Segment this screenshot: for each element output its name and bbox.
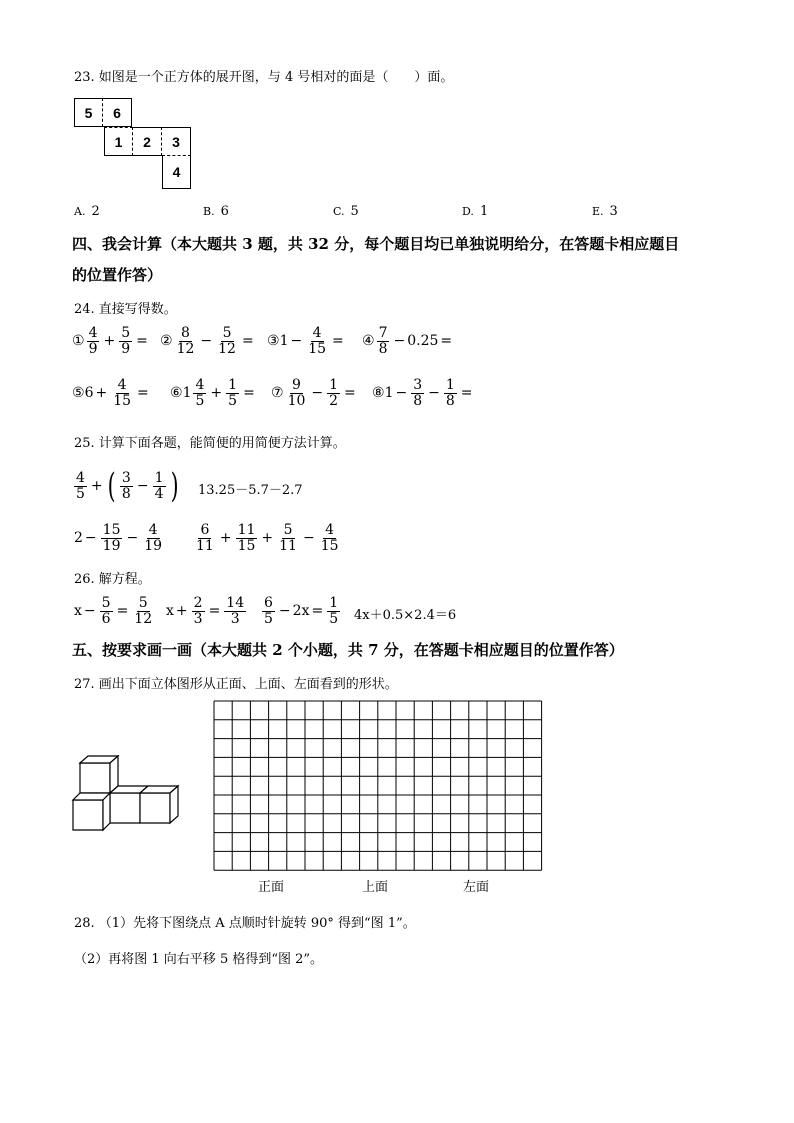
net-face-6: 6 [103,98,132,127]
label-left-view: 左面 [463,879,490,894]
q24-item-7: ⑦ 9 10 − $\frac{1}{2}$ = [271,376,356,409]
q26-text: 26. 解方程。 [74,572,151,587]
cube-net [74,98,199,193]
q24-item-6: ⑥ 1 4 5 + $\frac{1}{5}$ = [170,376,255,409]
net-face-5: 5 [74,98,103,127]
drawing-grid[interactable] [213,700,543,872]
q25-expr-3: 2 − $\frac{15}{19}$ − $\frac{4}{19}$ [74,521,163,554]
q25-expr-2: 13.25－5.7－2.7 [198,483,303,498]
label-top-view: 上面 [362,879,389,894]
q23-text: 23. 如图是一个正方体的展开图，与 4 号相对的面是（ ）面。 [74,70,454,85]
cube-solid-figure [70,755,180,835]
option-b: B. 6 [203,204,229,219]
q28-line1: 28. （1）先将下图绕点 A 点顺时针旋转 90° 得到“图 1”。 [74,916,416,931]
q26-eq-3: 6 5 − 2x = $\frac{1}{5}$ [264,594,339,627]
q28-line2: （2）再将图 1 向右平移 5 格得到“图 2”。 [74,952,324,967]
net-face-3: 3 [162,127,191,156]
q24-item-8: ⑧ 1 − $\frac{3}{8}$ − $\frac{1}{8}$ = [372,376,473,409]
option-c: C. 5 [333,204,359,219]
net-face-4: 4 [162,156,191,189]
section5-heading: 五、按要求画一画（本大题共 2 个小题，共 7 分，在答题卡相应题目的位置作答） [72,641,624,659]
q24-item-4: ④ 7 8 − 0.25 = [362,324,453,357]
q24-item-5: ⑤ 6 + $\frac{4}{15}$ = [72,376,149,409]
q26-eq-1: x − $\frac{5}{6}$ = $\frac{5}{12}$ [74,594,153,627]
option-e: E. 3 [592,204,618,219]
q24-text: 24. 直接写得数。 [74,302,177,317]
q25-expr-4: 6 11 + $\frac{11}{15}$ + $\frac{5}{11}$ − $\frac{4}{15}$ [196,521,339,554]
q24-item-3: ③ 1 − $\frac{4}{15}$ = [267,324,344,357]
q25-expr-1: 4 5 + ( 3 8 − $\frac{1}{4}$ ) [76,466,179,506]
section4-heading-line2: 的位置作答） [72,266,163,284]
label-front-view: 正面 [258,879,285,894]
option-d: D. 1 [462,204,489,219]
q24-item-2: ② 8 12 − $\frac{5}{12}$ = [160,324,254,357]
net-face-2: 2 [133,127,162,156]
q27-text: 27. 画出下面立体图形从正面、上面、左面看到的形状。 [74,677,398,692]
section4-heading-line1: 四、我会计算（本大题共 3 题，共 32 分，每个题目均已单独说明给分，在答题卡相应题目 [72,235,680,253]
q24-item-1: ① 4 9 + $\frac{5}{9}$ = [72,324,148,357]
q26-eq-4: 4x＋0.5×2.4＝6 [354,608,457,623]
net-face-1: 1 [104,127,133,156]
q25-text: 25. 计算下面各题，能简便的用简便方法计算。 [74,436,346,451]
q26-eq-2: x + $\frac{2}{3}$ = $\frac{14}{3}$ [166,594,245,627]
option-a: A. 2 [74,204,100,219]
